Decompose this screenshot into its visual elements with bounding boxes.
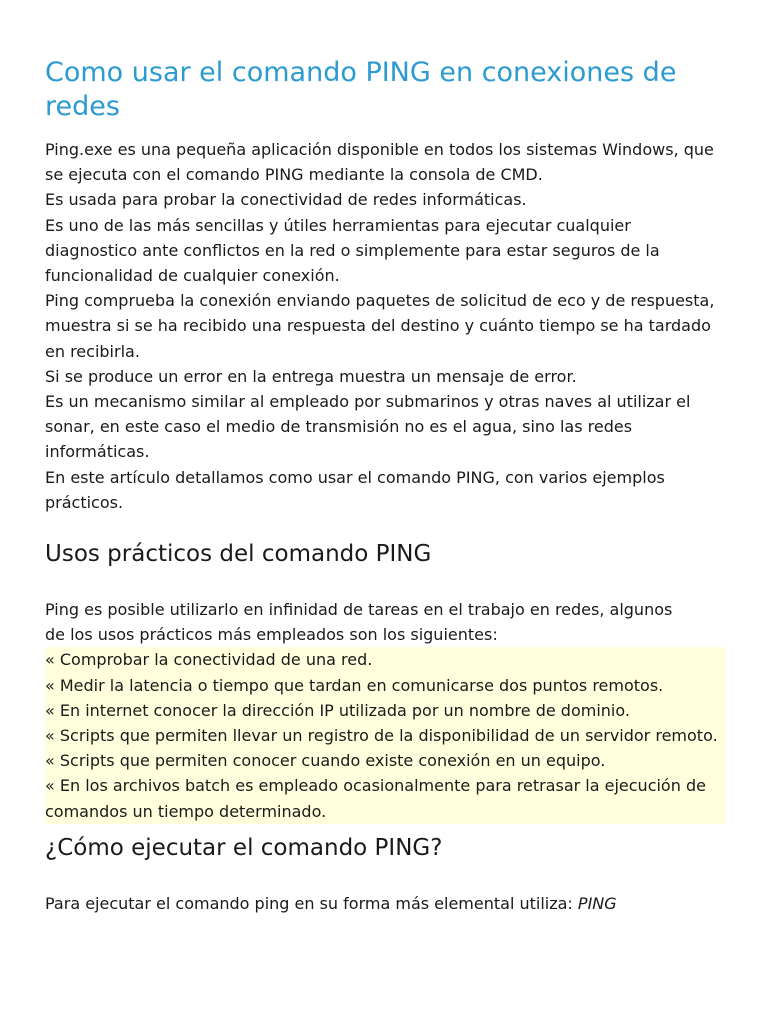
list-item: « Comprobar la conectividad de una red. (45, 650, 373, 670)
intro-paragraph: Es un mecanismo similar al empleado por submarinos y otras naves al utilizar el sonar, en este caso el medio de transmisión no es el agua, sino las redes informáticas. (45, 392, 691, 462)
intro-paragraph: Es usada para probar la conectividad de redes informáticas. (45, 190, 527, 210)
uses-intro-line: de los usos prácticos más empleados son los siguientes: (45, 625, 498, 645)
list-item: « En internet conocer la dirección IP utilizada por un nombre de dominio. (45, 700, 630, 720)
uses-intro-line: Ping es posible utilizarlo en infinidad de tareas en el trabajo en redes, algunos (45, 600, 673, 620)
uses-list (45, 647, 726, 823)
intro-paragraph: Ping.exe es una pequeña aplicación disponible en todos los sistemas Windows, que se ejecuta con el comando PING mediante la consola de CMD. (45, 140, 714, 185)
execute-text: Para ejecutar el comando ping en su forma más elemental utiliza: (45, 893, 573, 913)
list-item: « En los archivos batch es empleado ocasionalmente para retrasar la ejecución de comandos un tiempo determinado. (45, 776, 706, 821)
intro-paragraph: Es uno de las más sencillas y útiles herramientas para ejecutar cualquier diagnostico ante conflictos en la red o simplemente para estar seguros de la funcionalidad de cualquier conexión. (45, 215, 660, 286)
uses-heading: Usos prácticos del comando PING (45, 541, 432, 568)
list-item: « Scripts que permiten conocer cuando existe conexión en un equipo. (45, 751, 606, 771)
execute-section (45, 891, 723, 916)
intro-section (45, 137, 723, 515)
intro-paragraph: Ping comprueba la conexión enviando paquetes de solicitud de eco y de respuesta, muestra si se ha recibido una respuesta del destino y cuánto tiempo se ha tardado en recibirla. (45, 291, 715, 361)
list-item: « Scripts que permiten llevar un registro de la disponibilidad de un servidor remoto. (45, 726, 718, 746)
intro-paragraph: En este artículo detallamos como usar el comando PING, con varios ejemplos prácticos. (45, 467, 665, 512)
execute-heading: ¿Cómo ejecutar el comando PING? (45, 834, 443, 861)
list-item: « Medir la latencia o tiempo que tardan en comunicarse dos puntos remotos. (45, 675, 664, 695)
intro-paragraph: Si se produce un error en la entrega muestra un mensaje de error. (45, 366, 577, 386)
execute-paragraph (45, 891, 723, 916)
uses-section (45, 597, 723, 824)
command-name: PING (577, 893, 617, 913)
page-title: Como usar el comando PING en conexiones de redes (45, 57, 677, 122)
